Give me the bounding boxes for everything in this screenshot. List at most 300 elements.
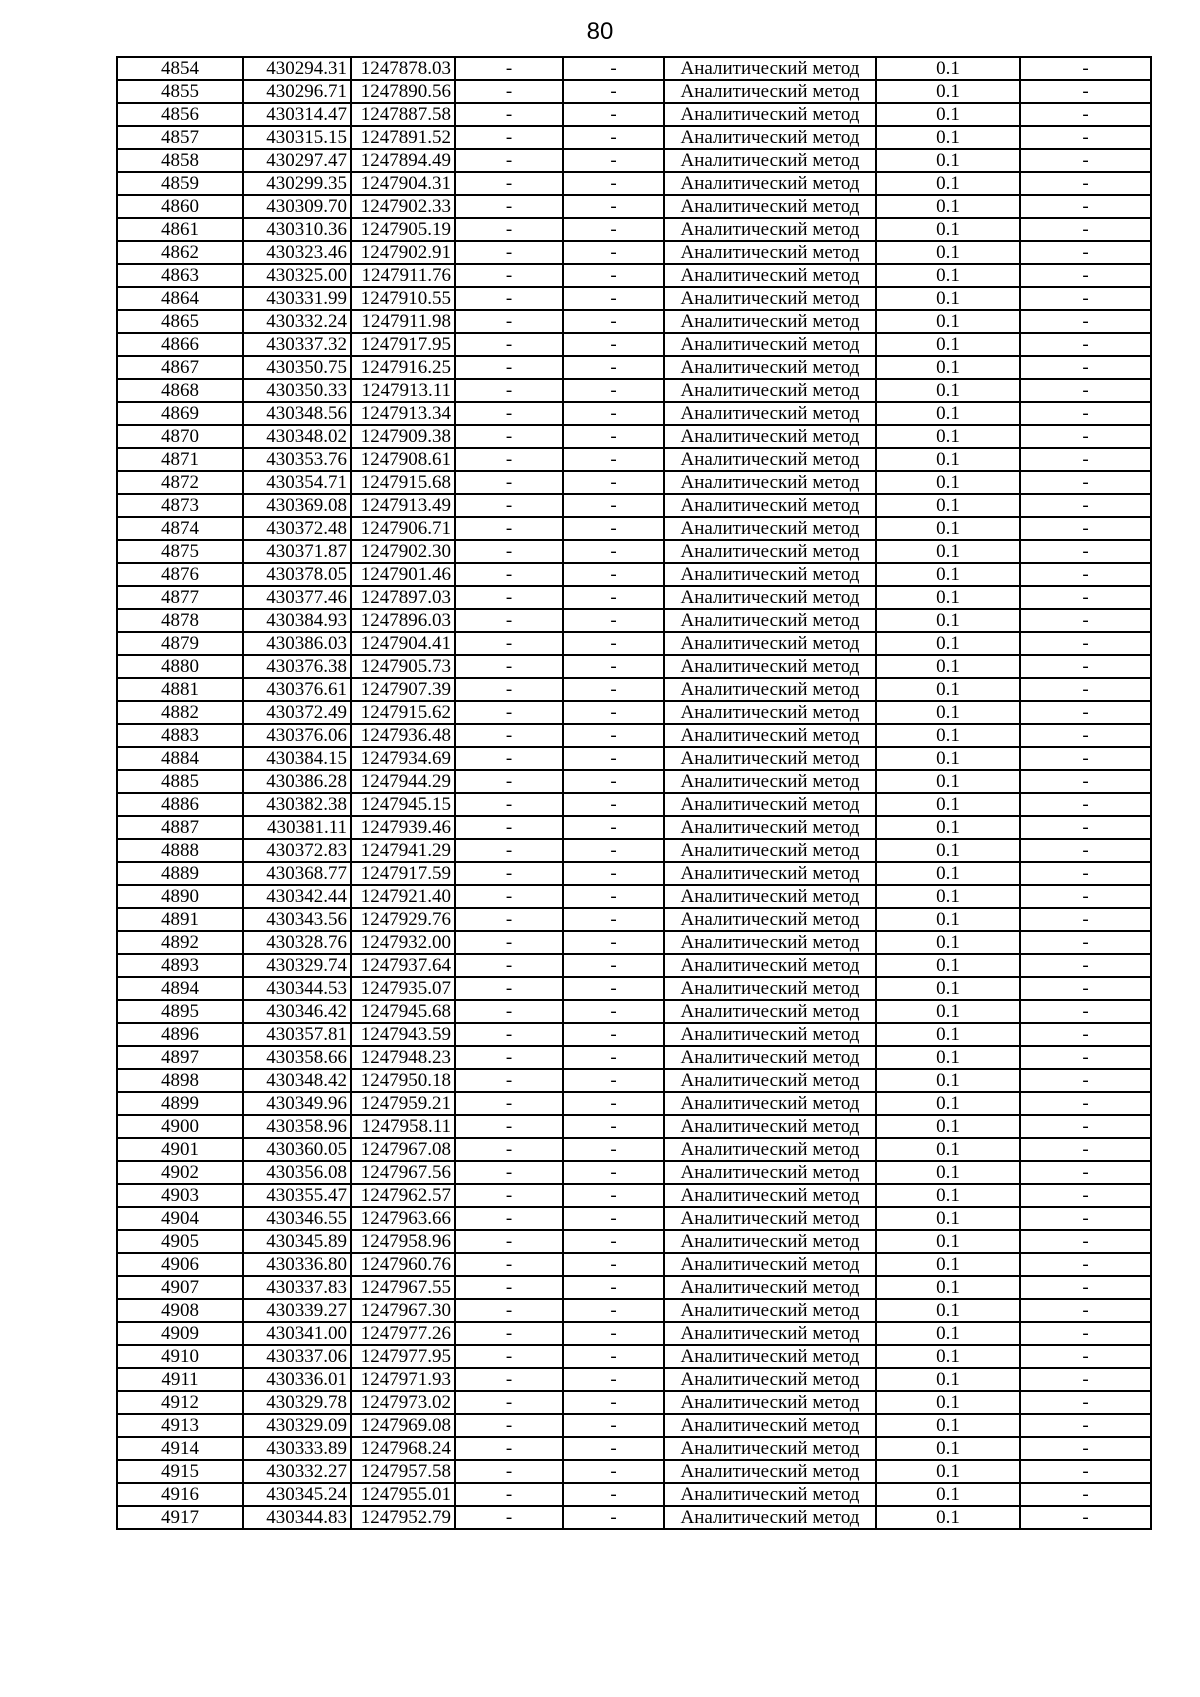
value-col4-cell: - xyxy=(455,678,563,701)
point-number-cell: 4865 xyxy=(117,310,243,333)
coord-y-cell: 1247935.07 xyxy=(351,977,455,1000)
coord-x-cell: 430355.47 xyxy=(243,1184,351,1207)
value-col5-cell: - xyxy=(563,241,664,264)
value-col4-cell: - xyxy=(455,1345,563,1368)
accuracy-cell: 0.1 xyxy=(876,816,1020,839)
coord-y-cell: 1247913.34 xyxy=(351,402,455,425)
value-col8-cell: - xyxy=(1020,149,1151,172)
coord-y-cell: 1247905.19 xyxy=(351,218,455,241)
method-cell: Аналитический метод xyxy=(664,80,876,103)
value-col5-cell: - xyxy=(563,57,664,80)
method-cell: Аналитический метод xyxy=(664,287,876,310)
value-col8-cell: - xyxy=(1020,678,1151,701)
method-cell: Аналитический метод xyxy=(664,908,876,931)
value-col4-cell: - xyxy=(455,402,563,425)
table-row xyxy=(117,471,1151,494)
table-row xyxy=(117,494,1151,517)
coord-x-cell: 430294.31 xyxy=(243,57,351,80)
point-number-cell: 4869 xyxy=(117,402,243,425)
value-col5-cell: - xyxy=(563,80,664,103)
point-number-cell: 4873 xyxy=(117,494,243,517)
value-col8-cell: - xyxy=(1020,517,1151,540)
value-col5-cell: - xyxy=(563,1161,664,1184)
value-col5-cell: - xyxy=(563,379,664,402)
coord-x-cell: 430297.47 xyxy=(243,149,351,172)
coord-y-cell: 1247943.59 xyxy=(351,1023,455,1046)
method-cell: Аналитический метод xyxy=(664,425,876,448)
value-col5-cell: - xyxy=(563,1460,664,1483)
method-cell: Аналитический метод xyxy=(664,264,876,287)
method-cell: Аналитический метод xyxy=(664,724,876,747)
coord-y-cell: 1247957.58 xyxy=(351,1460,455,1483)
value-col8-cell: - xyxy=(1020,1253,1151,1276)
value-col5-cell: - xyxy=(563,908,664,931)
value-col5-cell: - xyxy=(563,126,664,149)
value-col5-cell: - xyxy=(563,701,664,724)
accuracy-cell: 0.1 xyxy=(876,563,1020,586)
coord-x-cell: 430325.00 xyxy=(243,264,351,287)
coord-x-cell: 430350.75 xyxy=(243,356,351,379)
value-col8-cell: - xyxy=(1020,241,1151,264)
method-cell: Аналитический метод xyxy=(664,1368,876,1391)
value-col8-cell: - xyxy=(1020,287,1151,310)
coord-y-cell: 1247958.96 xyxy=(351,1230,455,1253)
point-number-cell: 4859 xyxy=(117,172,243,195)
accuracy-cell: 0.1 xyxy=(876,425,1020,448)
accuracy-cell: 0.1 xyxy=(876,1046,1020,1069)
accuracy-cell: 0.1 xyxy=(876,724,1020,747)
accuracy-cell: 0.1 xyxy=(876,1253,1020,1276)
method-cell: Аналитический метод xyxy=(664,1230,876,1253)
coord-x-cell: 430336.01 xyxy=(243,1368,351,1391)
accuracy-cell: 0.1 xyxy=(876,1000,1020,1023)
accuracy-cell: 0.1 xyxy=(876,839,1020,862)
accuracy-cell: 0.1 xyxy=(876,747,1020,770)
method-cell: Аналитический метод xyxy=(664,954,876,977)
point-number-cell: 4910 xyxy=(117,1345,243,1368)
value-col5-cell: - xyxy=(563,264,664,287)
value-col4-cell: - xyxy=(455,1322,563,1345)
value-col4-cell: - xyxy=(455,655,563,678)
accuracy-cell: 0.1 xyxy=(876,954,1020,977)
value-col4-cell: - xyxy=(455,1161,563,1184)
value-col8-cell: - xyxy=(1020,586,1151,609)
method-cell: Аналитический метод xyxy=(664,103,876,126)
coord-x-cell: 430376.61 xyxy=(243,678,351,701)
coord-y-cell: 1247973.02 xyxy=(351,1391,455,1414)
point-number-cell: 4903 xyxy=(117,1184,243,1207)
method-cell: Аналитический метод xyxy=(664,1345,876,1368)
method-cell: Аналитический метод xyxy=(664,1184,876,1207)
value-col4-cell: - xyxy=(455,1299,563,1322)
table-row xyxy=(117,724,1151,747)
coord-x-cell: 430376.38 xyxy=(243,655,351,678)
value-col5-cell: - xyxy=(563,494,664,517)
value-col8-cell: - xyxy=(1020,816,1151,839)
table-body xyxy=(117,57,1151,1529)
coord-x-cell: 430372.49 xyxy=(243,701,351,724)
value-col8-cell: - xyxy=(1020,1345,1151,1368)
method-cell: Аналитический метод xyxy=(664,1460,876,1483)
value-col4-cell: - xyxy=(455,1437,563,1460)
point-number-cell: 4887 xyxy=(117,816,243,839)
value-col5-cell: - xyxy=(563,448,664,471)
method-cell: Аналитический метод xyxy=(664,1138,876,1161)
coord-y-cell: 1247960.76 xyxy=(351,1253,455,1276)
value-col5-cell: - xyxy=(563,1092,664,1115)
table-row xyxy=(117,1207,1151,1230)
coord-x-cell: 430339.27 xyxy=(243,1299,351,1322)
coord-x-cell: 430341.00 xyxy=(243,1322,351,1345)
coord-x-cell: 430384.93 xyxy=(243,609,351,632)
point-number-cell: 4862 xyxy=(117,241,243,264)
point-number-cell: 4900 xyxy=(117,1115,243,1138)
accuracy-cell: 0.1 xyxy=(876,126,1020,149)
coord-x-cell: 430372.83 xyxy=(243,839,351,862)
accuracy-cell: 0.1 xyxy=(876,678,1020,701)
value-col5-cell: - xyxy=(563,149,664,172)
value-col5-cell: - xyxy=(563,517,664,540)
value-col4-cell: - xyxy=(455,1253,563,1276)
value-col5-cell: - xyxy=(563,1253,664,1276)
accuracy-cell: 0.1 xyxy=(876,517,1020,540)
table-row xyxy=(117,632,1151,655)
point-number-cell: 4886 xyxy=(117,793,243,816)
method-cell: Аналитический метод xyxy=(664,241,876,264)
value-col5-cell: - xyxy=(563,977,664,1000)
coord-y-cell: 1247977.95 xyxy=(351,1345,455,1368)
accuracy-cell: 0.1 xyxy=(876,80,1020,103)
value-col8-cell: - xyxy=(1020,1299,1151,1322)
value-col4-cell: - xyxy=(455,1115,563,1138)
accuracy-cell: 0.1 xyxy=(876,701,1020,724)
table-row xyxy=(117,747,1151,770)
coord-y-cell: 1247913.49 xyxy=(351,494,455,517)
method-cell: Аналитический метод xyxy=(664,563,876,586)
value-col8-cell: - xyxy=(1020,494,1151,517)
coord-y-cell: 1247911.98 xyxy=(351,310,455,333)
coord-y-cell: 1247941.29 xyxy=(351,839,455,862)
value-col5-cell: - xyxy=(563,1437,664,1460)
value-col5-cell: - xyxy=(563,1368,664,1391)
value-col5-cell: - xyxy=(563,1506,664,1529)
value-col8-cell: - xyxy=(1020,1184,1151,1207)
accuracy-cell: 0.1 xyxy=(876,609,1020,632)
accuracy-cell: 0.1 xyxy=(876,494,1020,517)
coord-x-cell: 430337.83 xyxy=(243,1276,351,1299)
value-col8-cell: - xyxy=(1020,195,1151,218)
coord-y-cell: 1247897.03 xyxy=(351,586,455,609)
value-col5-cell: - xyxy=(563,1322,664,1345)
point-number-cell: 4872 xyxy=(117,471,243,494)
value-col5-cell: - xyxy=(563,471,664,494)
value-col5-cell: - xyxy=(563,1483,664,1506)
value-col4-cell: - xyxy=(455,632,563,655)
point-number-cell: 4913 xyxy=(117,1414,243,1437)
point-number-cell: 4894 xyxy=(117,977,243,1000)
accuracy-cell: 0.1 xyxy=(876,471,1020,494)
coord-y-cell: 1247878.03 xyxy=(351,57,455,80)
table-row xyxy=(117,931,1151,954)
table-row xyxy=(117,1253,1151,1276)
method-cell: Аналитический метод xyxy=(664,885,876,908)
coord-y-cell: 1247904.41 xyxy=(351,632,455,655)
value-col5-cell: - xyxy=(563,402,664,425)
coord-x-cell: 430337.06 xyxy=(243,1345,351,1368)
coord-x-cell: 430353.76 xyxy=(243,448,351,471)
point-number-cell: 4904 xyxy=(117,1207,243,1230)
value-col8-cell: - xyxy=(1020,632,1151,655)
coord-x-cell: 430331.99 xyxy=(243,287,351,310)
value-col4-cell: - xyxy=(455,839,563,862)
coord-y-cell: 1247916.25 xyxy=(351,356,455,379)
point-number-cell: 4871 xyxy=(117,448,243,471)
value-col8-cell: - xyxy=(1020,1276,1151,1299)
coord-x-cell: 430377.46 xyxy=(243,586,351,609)
coord-y-cell: 1247963.66 xyxy=(351,1207,455,1230)
table-row xyxy=(117,1023,1151,1046)
method-cell: Аналитический метод xyxy=(664,333,876,356)
accuracy-cell: 0.1 xyxy=(876,1460,1020,1483)
table-row xyxy=(117,862,1151,885)
accuracy-cell: 0.1 xyxy=(876,1483,1020,1506)
value-col8-cell: - xyxy=(1020,57,1151,80)
value-col8-cell: - xyxy=(1020,1437,1151,1460)
value-col5-cell: - xyxy=(563,839,664,862)
coord-x-cell: 430376.06 xyxy=(243,724,351,747)
method-cell: Аналитический метод xyxy=(664,701,876,724)
value-col5-cell: - xyxy=(563,1414,664,1437)
accuracy-cell: 0.1 xyxy=(876,1437,1020,1460)
point-number-cell: 4856 xyxy=(117,103,243,126)
method-cell: Аналитический метод xyxy=(664,448,876,471)
value-col4-cell: - xyxy=(455,586,563,609)
accuracy-cell: 0.1 xyxy=(876,793,1020,816)
method-cell: Аналитический метод xyxy=(664,172,876,195)
value-col5-cell: - xyxy=(563,931,664,954)
value-col5-cell: - xyxy=(563,1000,664,1023)
table-row xyxy=(117,80,1151,103)
coord-x-cell: 430354.71 xyxy=(243,471,351,494)
point-number-cell: 4908 xyxy=(117,1299,243,1322)
coord-x-cell: 430342.44 xyxy=(243,885,351,908)
value-col8-cell: - xyxy=(1020,448,1151,471)
table-row xyxy=(117,1000,1151,1023)
coord-y-cell: 1247906.71 xyxy=(351,517,455,540)
point-number-cell: 4898 xyxy=(117,1069,243,1092)
value-col5-cell: - xyxy=(563,885,664,908)
point-number-cell: 4868 xyxy=(117,379,243,402)
accuracy-cell: 0.1 xyxy=(876,770,1020,793)
method-cell: Аналитический метод xyxy=(664,1092,876,1115)
method-cell: Аналитический метод xyxy=(664,586,876,609)
value-col4-cell: - xyxy=(455,540,563,563)
value-col5-cell: - xyxy=(563,747,664,770)
coord-x-cell: 430336.80 xyxy=(243,1253,351,1276)
coord-y-cell: 1247904.31 xyxy=(351,172,455,195)
coord-x-cell: 430358.96 xyxy=(243,1115,351,1138)
accuracy-cell: 0.1 xyxy=(876,1092,1020,1115)
coord-x-cell: 430358.66 xyxy=(243,1046,351,1069)
value-col5-cell: - xyxy=(563,1069,664,1092)
value-col5-cell: - xyxy=(563,1230,664,1253)
value-col5-cell: - xyxy=(563,954,664,977)
accuracy-cell: 0.1 xyxy=(876,586,1020,609)
point-number-cell: 4863 xyxy=(117,264,243,287)
coord-x-cell: 430349.96 xyxy=(243,1092,351,1115)
value-col5-cell: - xyxy=(563,1391,664,1414)
coord-y-cell: 1247955.01 xyxy=(351,1483,455,1506)
coord-x-cell: 430368.77 xyxy=(243,862,351,885)
coord-x-cell: 430310.36 xyxy=(243,218,351,241)
accuracy-cell: 0.1 xyxy=(876,1184,1020,1207)
table-row xyxy=(117,885,1151,908)
table-row xyxy=(117,839,1151,862)
value-col8-cell: - xyxy=(1020,701,1151,724)
value-col4-cell: - xyxy=(455,149,563,172)
method-cell: Аналитический метод xyxy=(664,402,876,425)
point-number-cell: 4870 xyxy=(117,425,243,448)
value-col4-cell: - xyxy=(455,1069,563,1092)
value-col4-cell: - xyxy=(455,333,563,356)
method-cell: Аналитический метод xyxy=(664,1046,876,1069)
accuracy-cell: 0.1 xyxy=(876,1391,1020,1414)
table-row xyxy=(117,954,1151,977)
value-col4-cell: - xyxy=(455,1000,563,1023)
coord-x-cell: 430348.56 xyxy=(243,402,351,425)
coord-x-cell: 430371.87 xyxy=(243,540,351,563)
value-col4-cell: - xyxy=(455,57,563,80)
table-row xyxy=(117,1437,1151,1460)
method-cell: Аналитический метод xyxy=(664,839,876,862)
point-number-cell: 4878 xyxy=(117,609,243,632)
table-row xyxy=(117,563,1151,586)
accuracy-cell: 0.1 xyxy=(876,379,1020,402)
table-row xyxy=(117,1092,1151,1115)
value-col5-cell: - xyxy=(563,1345,664,1368)
value-col4-cell: - xyxy=(455,1276,563,1299)
table-row xyxy=(117,1483,1151,1506)
value-col4-cell: - xyxy=(455,356,563,379)
value-col8-cell: - xyxy=(1020,908,1151,931)
accuracy-cell: 0.1 xyxy=(876,931,1020,954)
method-cell: Аналитический метод xyxy=(664,1253,876,1276)
point-number-cell: 4891 xyxy=(117,908,243,931)
point-number-cell: 4867 xyxy=(117,356,243,379)
value-col4-cell: - xyxy=(455,218,563,241)
coord-x-cell: 430328.76 xyxy=(243,931,351,954)
value-col4-cell: - xyxy=(455,310,563,333)
value-col5-cell: - xyxy=(563,724,664,747)
accuracy-cell: 0.1 xyxy=(876,1299,1020,1322)
value-col8-cell: - xyxy=(1020,80,1151,103)
method-cell: Аналитический метод xyxy=(664,770,876,793)
accuracy-cell: 0.1 xyxy=(876,1276,1020,1299)
value-col4-cell: - xyxy=(455,103,563,126)
value-col4-cell: - xyxy=(455,126,563,149)
accuracy-cell: 0.1 xyxy=(876,977,1020,1000)
value-col8-cell: - xyxy=(1020,471,1151,494)
table-row xyxy=(117,333,1151,356)
value-col8-cell: - xyxy=(1020,1230,1151,1253)
point-number-cell: 4895 xyxy=(117,1000,243,1023)
coord-y-cell: 1247950.18 xyxy=(351,1069,455,1092)
value-col8-cell: - xyxy=(1020,954,1151,977)
value-col4-cell: - xyxy=(455,1414,563,1437)
coord-y-cell: 1247908.61 xyxy=(351,448,455,471)
table-row xyxy=(117,517,1151,540)
coord-x-cell: 430345.24 xyxy=(243,1483,351,1506)
coord-y-cell: 1247917.59 xyxy=(351,862,455,885)
value-col8-cell: - xyxy=(1020,1069,1151,1092)
table-row xyxy=(117,1184,1151,1207)
coord-y-cell: 1247907.39 xyxy=(351,678,455,701)
value-col4-cell: - xyxy=(455,517,563,540)
coord-x-cell: 430344.83 xyxy=(243,1506,351,1529)
coord-x-cell: 430386.28 xyxy=(243,770,351,793)
method-cell: Аналитический метод xyxy=(664,1023,876,1046)
accuracy-cell: 0.1 xyxy=(876,287,1020,310)
method-cell: Аналитический метод xyxy=(664,1414,876,1437)
value-col5-cell: - xyxy=(563,287,664,310)
value-col4-cell: - xyxy=(455,862,563,885)
method-cell: Аналитический метод xyxy=(664,471,876,494)
coord-y-cell: 1247937.64 xyxy=(351,954,455,977)
coord-y-cell: 1247944.29 xyxy=(351,770,455,793)
accuracy-cell: 0.1 xyxy=(876,540,1020,563)
accuracy-cell: 0.1 xyxy=(876,264,1020,287)
table-row xyxy=(117,816,1151,839)
value-col8-cell: - xyxy=(1020,770,1151,793)
value-col4-cell: - xyxy=(455,724,563,747)
value-col8-cell: - xyxy=(1020,1115,1151,1138)
value-col4-cell: - xyxy=(455,609,563,632)
value-col4-cell: - xyxy=(455,1230,563,1253)
accuracy-cell: 0.1 xyxy=(876,356,1020,379)
value-col4-cell: - xyxy=(455,954,563,977)
point-number-cell: 4890 xyxy=(117,885,243,908)
value-col8-cell: - xyxy=(1020,126,1151,149)
method-cell: Аналитический метод xyxy=(664,977,876,1000)
coord-y-cell: 1247959.21 xyxy=(351,1092,455,1115)
table-row xyxy=(117,1115,1151,1138)
accuracy-cell: 0.1 xyxy=(876,1414,1020,1437)
table-row xyxy=(117,379,1151,402)
coord-x-cell: 430332.27 xyxy=(243,1460,351,1483)
method-cell: Аналитический метод xyxy=(664,1322,876,1345)
coord-x-cell: 430384.15 xyxy=(243,747,351,770)
method-cell: Аналитический метод xyxy=(664,678,876,701)
coord-y-cell: 1247967.08 xyxy=(351,1138,455,1161)
point-number-cell: 4911 xyxy=(117,1368,243,1391)
coord-x-cell: 430329.09 xyxy=(243,1414,351,1437)
point-number-cell: 4854 xyxy=(117,57,243,80)
coord-y-cell: 1247967.55 xyxy=(351,1276,455,1299)
value-col4-cell: - xyxy=(455,793,563,816)
value-col5-cell: - xyxy=(563,1115,664,1138)
point-number-cell: 4897 xyxy=(117,1046,243,1069)
value-col8-cell: - xyxy=(1020,540,1151,563)
value-col8-cell: - xyxy=(1020,724,1151,747)
value-col4-cell: - xyxy=(455,1506,563,1529)
method-cell: Аналитический метод xyxy=(664,1115,876,1138)
value-col5-cell: - xyxy=(563,218,664,241)
method-cell: Аналитический метод xyxy=(664,195,876,218)
value-col8-cell: - xyxy=(1020,218,1151,241)
value-col8-cell: - xyxy=(1020,264,1151,287)
value-col5-cell: - xyxy=(563,333,664,356)
table-row xyxy=(117,1069,1151,1092)
